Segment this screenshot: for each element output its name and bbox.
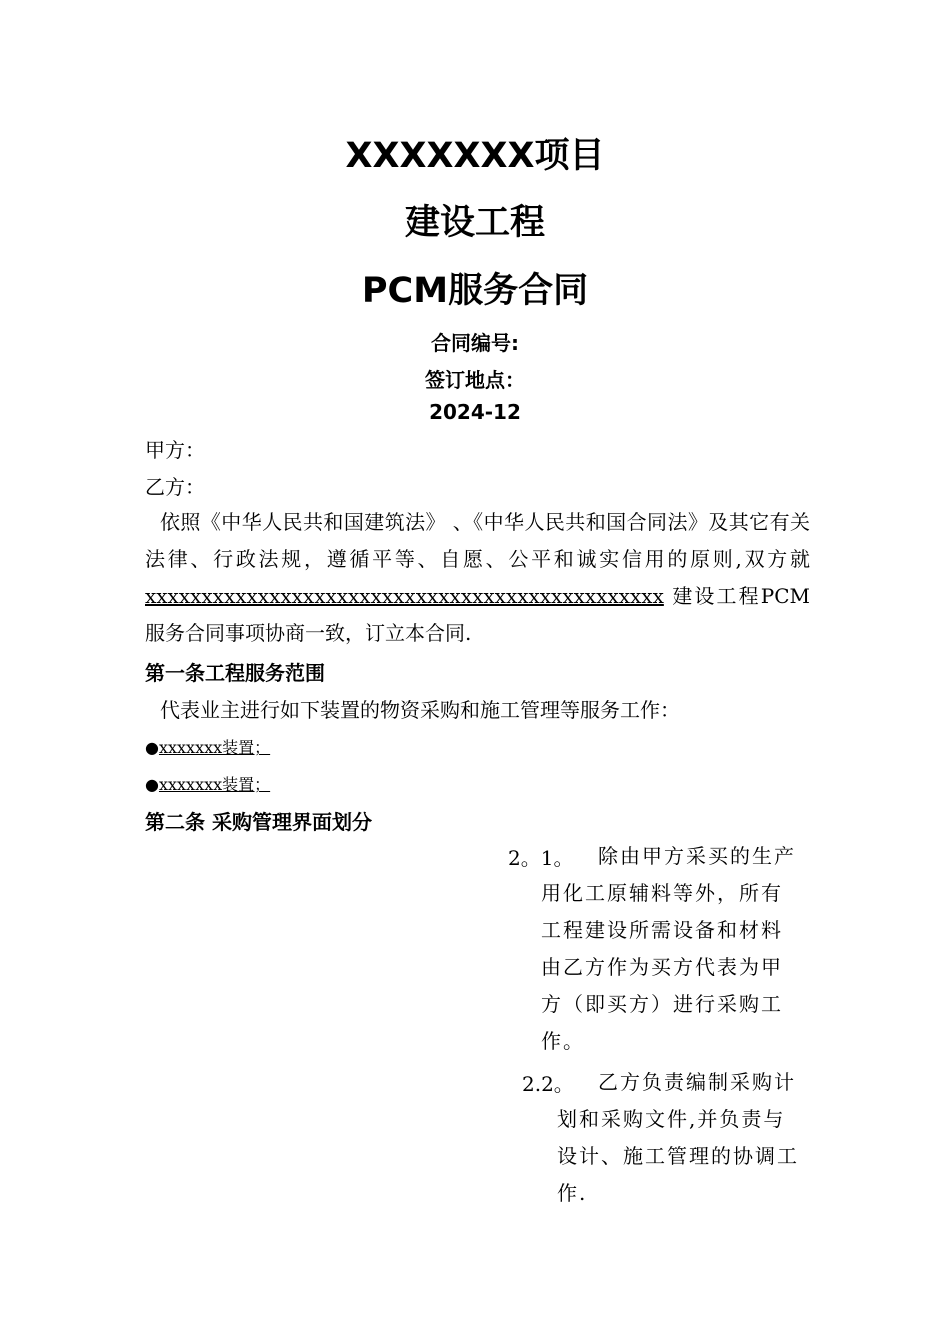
- article-2-heading: 第二条 采购管理界面划分: [145, 810, 372, 834]
- title-line-1: XXXXXXX项目: [345, 136, 605, 176]
- item-2-2-line: 划和采购文件,并负责与: [557, 1107, 786, 1131]
- project-name-blank: xxxxxxxxxxxxxxxxxxxxxxxxxxxxxxxxxxxxxxxxxxxxxx: [145, 584, 664, 608]
- bullet-text: xxxxxxx装置；: [158, 775, 271, 794]
- intro-paragraph: [145, 504, 810, 652]
- article-1-text: 代表业主进行如下装置的物资采购和施工管理等服务工作：: [160, 698, 680, 722]
- item-2-2-number: 2.2。: [522, 1072, 574, 1096]
- bullet-item: [145, 735, 270, 758]
- bullet-text: xxxxxxx装置；: [158, 738, 271, 757]
- item-2-1-number: 2。1。: [508, 846, 574, 870]
- item-2-1-line: 方（即买方）进行采购工: [541, 992, 783, 1016]
- party-a-label: 甲方：: [145, 438, 205, 462]
- intro-suffix: 建设工程PCM服务合同事项协商一致，订立本合同.: [145, 584, 810, 645]
- party-b-label: 乙方：: [145, 475, 205, 499]
- article-1-heading: 第一条工程服务范围: [145, 661, 325, 685]
- item-2-2-line: 作.: [557, 1181, 588, 1205]
- item-2-2-line: 设计、施工管理的协调工: [557, 1144, 799, 1168]
- item-2-1-line: 用化工原辅料等外，所有: [541, 881, 783, 905]
- item-2-1-line: 作。: [541, 1029, 585, 1053]
- contract-date: 2024-12: [429, 400, 521, 424]
- intro-prefix: 依照《中华人民共和国建筑法》 、《中华人民共和国合同法》及其它有关法律、行政法规，遵循平等、自愿、公平和诚实信用的原则,双方就: [145, 510, 810, 571]
- bullet-item: [145, 772, 270, 795]
- title-line-2: 建设工程: [404, 203, 545, 243]
- bullet-icon: ●: [145, 775, 159, 794]
- signing-place-label: 签订地点：: [425, 368, 525, 392]
- item-2-1-line: 除由甲方采买的生产: [598, 844, 796, 868]
- title-line-3: PCM服务合同: [361, 271, 589, 311]
- item-2-1-line: 工程建设所需设备和材料: [541, 918, 783, 942]
- contract-number-label: 合同编号:: [431, 331, 519, 355]
- item-2-2-line: 乙方负责编制采购计: [598, 1070, 796, 1094]
- item-2-1-line: 由乙方作为买方代表为甲: [541, 955, 783, 979]
- bullet-icon: ●: [145, 738, 159, 757]
